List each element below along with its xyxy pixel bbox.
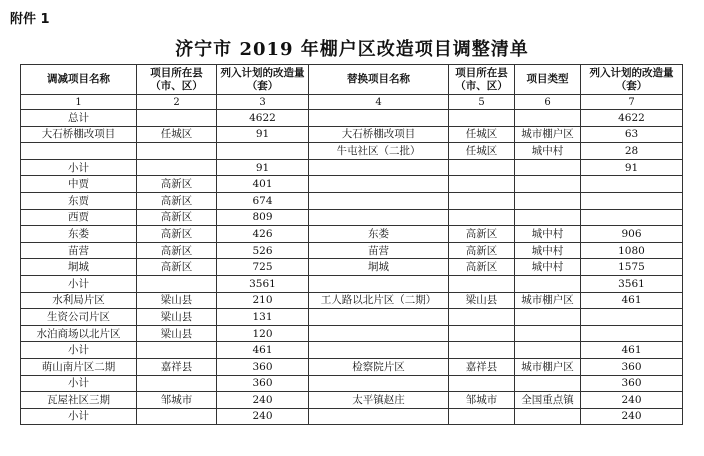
table-cell (515, 325, 581, 342)
table-cell: 垌城 (21, 259, 137, 276)
table-cell: 461 (217, 342, 309, 359)
table-cell: 240 (581, 392, 683, 409)
table-cell: 725 (217, 259, 309, 276)
table-cell (581, 309, 683, 326)
header-cell: 替换项目名称 (309, 65, 449, 95)
column-number: 5 (449, 95, 515, 110)
table-cell: 梁山县 (137, 292, 217, 309)
header-row (21, 65, 683, 95)
table-cell (515, 176, 581, 193)
table-row (21, 226, 683, 243)
table-cell: 水利局片区 (21, 292, 137, 309)
table-cell: 小计 (21, 375, 137, 392)
table-cell: 萌山南片区二期 (21, 358, 137, 375)
table-cell: 高新区 (449, 259, 515, 276)
table-cell (449, 176, 515, 193)
table-cell: 东贾 (21, 192, 137, 209)
column-number: 7 (581, 95, 683, 110)
table-body (21, 110, 683, 425)
table-cell: 生资公司片区 (21, 309, 137, 326)
table-cell: 城中村 (515, 259, 581, 276)
table-cell: 瓦屋社区三期 (21, 392, 137, 409)
header-cell: 调减项目名称 (21, 65, 137, 95)
table-cell: 工人路以北片区（二期） (309, 292, 449, 309)
table-cell (581, 176, 683, 193)
table-cell: 城市棚户区 (515, 126, 581, 143)
table-cell: 小计 (21, 408, 137, 425)
project-adjustment-table (20, 64, 683, 425)
table-cell (449, 375, 515, 392)
table-cell: 小计 (21, 159, 137, 176)
table-cell (309, 375, 449, 392)
table-cell (449, 309, 515, 326)
table-cell: 高新区 (137, 259, 217, 276)
table-cell (309, 275, 449, 292)
table-cell (137, 342, 217, 359)
table-cell: 高新区 (137, 176, 217, 193)
table-cell: 城市棚户区 (515, 292, 581, 309)
table-cell: 360 (217, 358, 309, 375)
table-cell: 城中村 (515, 143, 581, 160)
table-cell: 小计 (21, 275, 137, 292)
table-cell: 高新区 (449, 242, 515, 259)
table-cell: 苗营 (309, 242, 449, 259)
table-cell: 大石桥棚改项目 (21, 126, 137, 143)
table-cell: 东娄 (21, 226, 137, 243)
header-cell: 项目类型 (515, 65, 581, 95)
table-cell: 360 (217, 375, 309, 392)
table-cell (309, 110, 449, 127)
table-cell: 674 (217, 192, 309, 209)
table-cell (137, 275, 217, 292)
table-cell: 809 (217, 209, 309, 226)
table-cell (515, 375, 581, 392)
table-cell: 401 (217, 176, 309, 193)
table-cell: 4622 (581, 110, 683, 127)
table-cell (515, 275, 581, 292)
table-cell: 邹城市 (449, 392, 515, 409)
table-cell (217, 143, 309, 160)
table-cell (515, 209, 581, 226)
table-cell: 总计 (21, 110, 137, 127)
table-cell (137, 159, 217, 176)
table-cell: 91 (581, 159, 683, 176)
table-cell: 120 (217, 325, 309, 342)
table-cell: 检察院片区 (309, 358, 449, 375)
table-cell: 461 (581, 292, 683, 309)
header-cell: 项目所在县（市、区） (449, 65, 515, 95)
column-number: 2 (137, 95, 217, 110)
table-cell: 城市棚户区 (515, 358, 581, 375)
table-cell (137, 375, 217, 392)
table-cell (21, 143, 137, 160)
table-cell (449, 192, 515, 209)
table-row (21, 110, 683, 127)
table-cell: 360 (581, 358, 683, 375)
table-cell: 240 (217, 392, 309, 409)
table-cell (581, 325, 683, 342)
table-cell: 水泊商场以北片区 (21, 325, 137, 342)
table-cell: 高新区 (137, 209, 217, 226)
table-cell: 城中村 (515, 226, 581, 243)
table-row (21, 143, 683, 160)
table-cell (515, 159, 581, 176)
table-cell: 210 (217, 292, 309, 309)
table-row (21, 259, 683, 276)
table-row (21, 292, 683, 309)
table-cell: 垌城 (309, 259, 449, 276)
table-cell: 苗营 (21, 242, 137, 259)
table-cell (449, 342, 515, 359)
table-cell: 高新区 (137, 226, 217, 243)
table-cell (515, 192, 581, 209)
table-cell: 梁山县 (137, 309, 217, 326)
table-cell: 906 (581, 226, 683, 243)
table-cell: 高新区 (137, 242, 217, 259)
column-number: 1 (21, 95, 137, 110)
table-row (21, 275, 683, 292)
table-cell: 1080 (581, 242, 683, 259)
table-cell: 邹城市 (137, 392, 217, 409)
table-cell: 3561 (581, 275, 683, 292)
table-row (21, 342, 683, 359)
table-cell: 东娄 (309, 226, 449, 243)
column-number: 3 (217, 95, 309, 110)
table-cell: 嘉祥县 (449, 358, 515, 375)
table-cell (449, 408, 515, 425)
table-cell: 28 (581, 143, 683, 160)
table-cell: 梁山县 (449, 292, 515, 309)
table-row (21, 176, 683, 193)
table-cell: 63 (581, 126, 683, 143)
table-row (21, 392, 683, 409)
table-cell (449, 275, 515, 292)
table-row (21, 192, 683, 209)
table-cell: 131 (217, 309, 309, 326)
table-row (21, 126, 683, 143)
table-cell: 城中村 (515, 242, 581, 259)
table-cell: 西贾 (21, 209, 137, 226)
table-row (21, 242, 683, 259)
table-cell: 梁山县 (137, 325, 217, 342)
annex-label: 附件 1 (10, 12, 50, 27)
table-row (21, 159, 683, 176)
table-cell: 91 (217, 126, 309, 143)
header-cell: 项目所在县（市、区） (137, 65, 217, 95)
table-cell (515, 342, 581, 359)
table-cell (581, 192, 683, 209)
table-cell: 91 (217, 159, 309, 176)
table-row (21, 375, 683, 392)
table-cell: 461 (581, 342, 683, 359)
table-cell (309, 176, 449, 193)
table-cell: 高新区 (137, 192, 217, 209)
table-cell (449, 325, 515, 342)
table-row (21, 358, 683, 375)
header-cell: 列入计划的改造量（套） (217, 65, 309, 95)
table-row (21, 408, 683, 425)
table-cell (309, 159, 449, 176)
table-cell (515, 408, 581, 425)
table-cell: 526 (217, 242, 309, 259)
table-cell (309, 209, 449, 226)
table-cell: 小计 (21, 342, 137, 359)
table-cell: 任城区 (449, 143, 515, 160)
table-cell: 大石桥棚改项目 (309, 126, 449, 143)
table-row (21, 309, 683, 326)
table-row (21, 325, 683, 342)
table-cell (309, 408, 449, 425)
table-cell: 240 (217, 408, 309, 425)
table-cell: 太平镇赵庄 (309, 392, 449, 409)
table-cell: 全国重点镇 (515, 392, 581, 409)
table-cell: 3561 (217, 275, 309, 292)
table-cell (515, 110, 581, 127)
column-number: 6 (515, 95, 581, 110)
table-row (21, 209, 683, 226)
table-cell (449, 159, 515, 176)
table-cell: 426 (217, 226, 309, 243)
table-cell: 360 (581, 375, 683, 392)
table-cell (309, 309, 449, 326)
table-cell (137, 110, 217, 127)
table-cell (137, 408, 217, 425)
column-number: 4 (309, 95, 449, 110)
column-number-row (21, 95, 683, 110)
table-cell (449, 209, 515, 226)
table-cell (581, 209, 683, 226)
table-cell: 任城区 (137, 126, 217, 143)
header-cell: 列入计划的改造量（套） (581, 65, 683, 95)
table-cell: 中贾 (21, 176, 137, 193)
table-cell: 4622 (217, 110, 309, 127)
table-cell: 240 (581, 408, 683, 425)
table-cell: 嘉祥县 (137, 358, 217, 375)
table-cell: 高新区 (449, 226, 515, 243)
table-cell: 牛屯社区（二批） (309, 143, 449, 160)
table-cell (515, 309, 581, 326)
table-cell (309, 342, 449, 359)
table-cell (309, 192, 449, 209)
table-cell (137, 143, 217, 160)
table-cell: 1575 (581, 259, 683, 276)
table-cell (309, 325, 449, 342)
table-cell: 任城区 (449, 126, 515, 143)
table-cell (449, 110, 515, 127)
document-title: 济宁市 2019 年棚户区改造项目调整清单 (175, 39, 529, 60)
